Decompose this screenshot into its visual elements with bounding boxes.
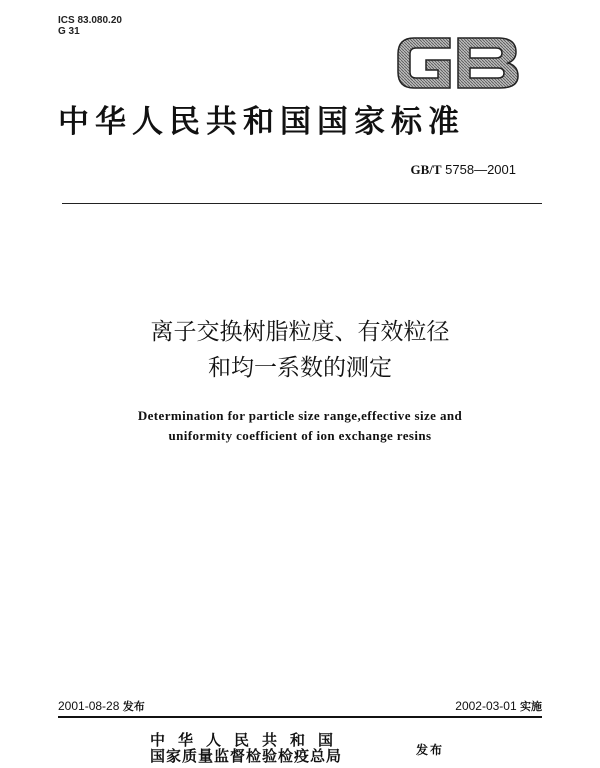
issue-date xyxy=(58,698,145,714)
gb-logo-text: GB xyxy=(392,30,394,31)
implementation-date xyxy=(455,698,542,714)
issuer-line1: 中华人民共和国 xyxy=(150,731,347,749)
title-english-line2: uniformity coefficient of ion exchange resins xyxy=(168,428,432,443)
ics-code: ICS 83.080.20 xyxy=(58,15,122,26)
footer-divider xyxy=(58,716,542,718)
org-title: 中华人民共和国国家标准 xyxy=(58,104,465,140)
issuer-line2: 国家质量监督检验检疫总局 xyxy=(150,747,343,765)
header-divider xyxy=(62,203,542,204)
issuer-action: 发布 xyxy=(416,743,445,757)
title-chinese-line2: 和均一系数的测定 xyxy=(208,355,392,381)
title-english xyxy=(0,406,600,446)
implementation-date-value: 2002-03-01 xyxy=(455,699,517,713)
title-chinese xyxy=(0,314,600,386)
gb-logo xyxy=(392,30,524,96)
implementation-date-label: 实施 xyxy=(520,700,542,713)
standard-code: GB/T xyxy=(410,162,442,177)
ccs-code: G 31 xyxy=(58,26,80,37)
classification-codes xyxy=(58,15,122,37)
title-english-line1: Determination for particle size range,effective size and xyxy=(137,408,463,423)
issuer xyxy=(150,732,346,764)
standard-number xyxy=(410,162,516,178)
issue-date-label: 发布 xyxy=(122,700,145,713)
issue-date-value: 2001-08-28 xyxy=(58,699,120,713)
standard-number-value: 5758—2001 xyxy=(445,162,516,177)
title-chinese-line1: 离子交换树脂粒度、有效粒径 xyxy=(150,319,450,345)
